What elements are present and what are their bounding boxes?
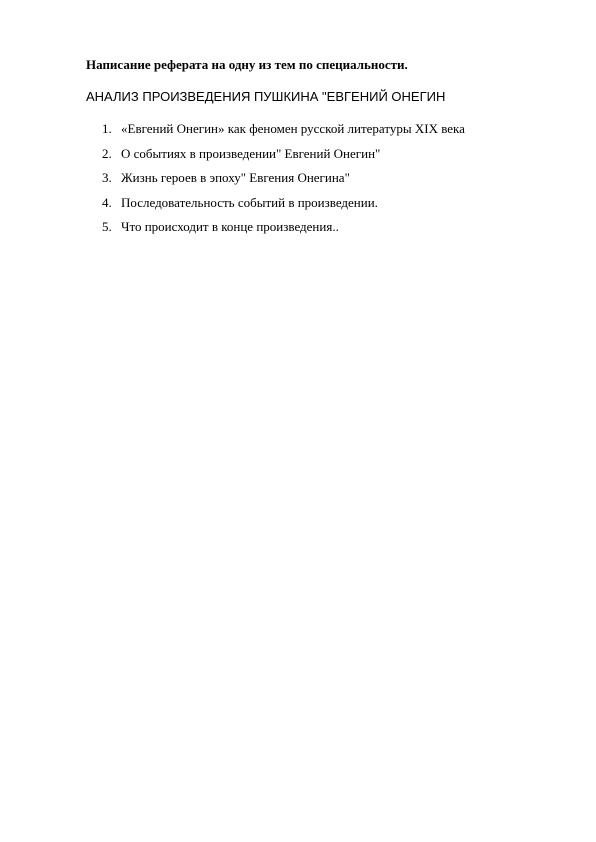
document-subheading: АНАЛИЗ ПРОИЗВЕДЕНИЯ ПУШКИНА "ЕВГЕНИЙ ОНЕГИН (86, 89, 446, 104)
topic-number: 2. (102, 145, 112, 161)
topic-number: 4. (102, 194, 112, 210)
topic-text: О событиях в произведении" Евгений Онегин" (121, 145, 381, 161)
document-heading: Написание реферата на одну из тем по специальности. (86, 57, 408, 72)
topic-text: Жизнь героев в эпоху" Евгения Онегина" (121, 170, 350, 185)
topic-text: «Евгений Онегин» как феномен русской литературы XIX века (121, 121, 465, 136)
topic-text: Последовательность событий в произведении. (121, 194, 378, 210)
topic-text: Что происходит в конце произведения.. (121, 219, 339, 234)
topic-number: 3. (102, 170, 112, 185)
topic-number: 1. (102, 121, 112, 136)
topic-number: 5. (102, 219, 112, 234)
